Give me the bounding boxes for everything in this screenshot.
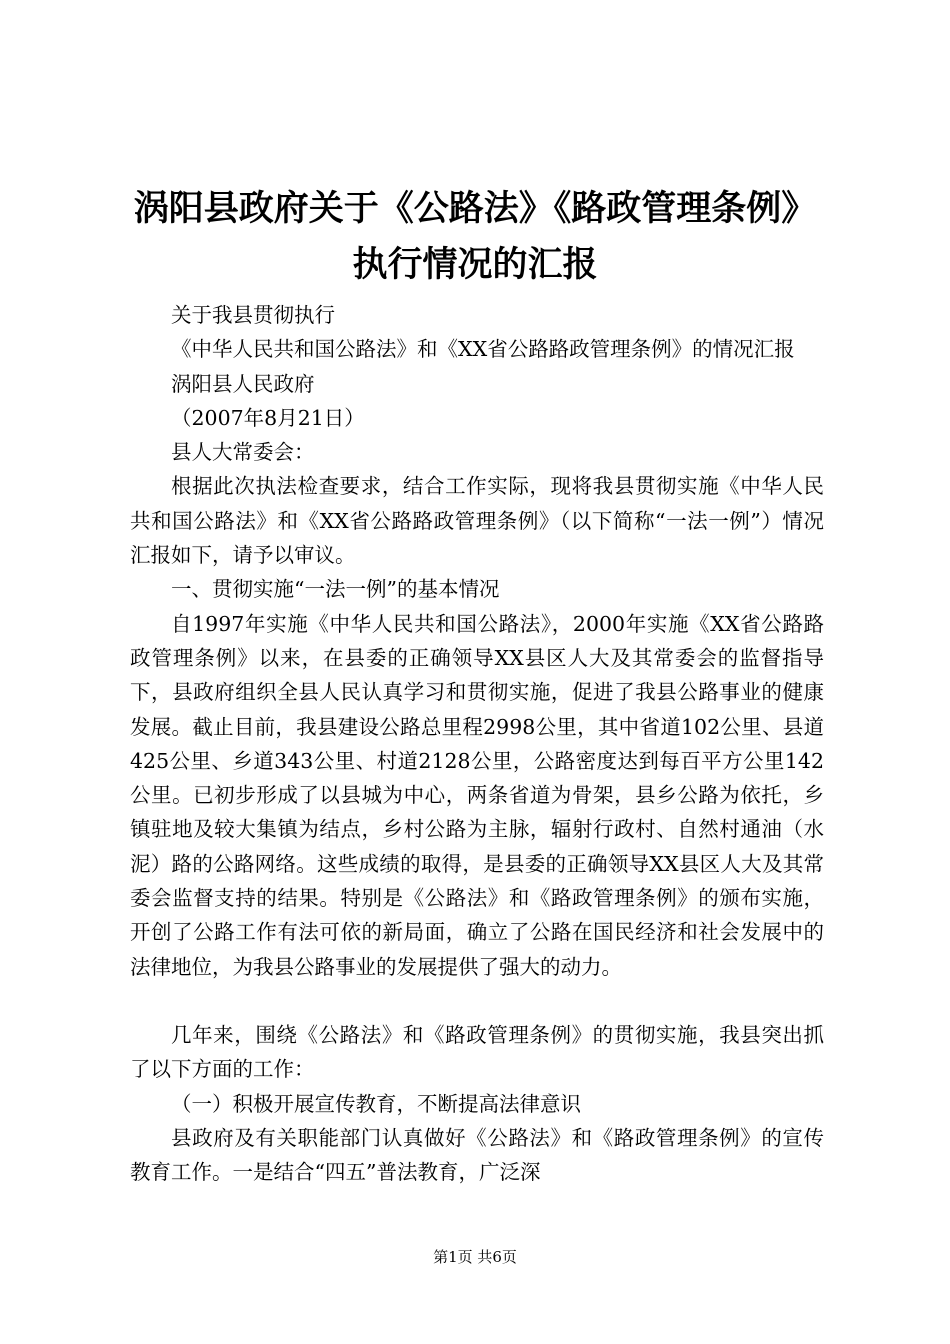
document-title-line-2: 执行情况的汇报 bbox=[352, 245, 598, 285]
section-heading: 一、贯彻实施“一法一例”的基本情况 bbox=[171, 577, 500, 602]
document-body bbox=[130, 298, 824, 1189]
body-paragraph: 几年来，围绕《公路法》和《路政管理条例》的贯彻实施，我县突出抓了以下方面的工作： bbox=[130, 1022, 824, 1082]
body-paragraph: 关于我县贯彻执行 bbox=[171, 303, 335, 327]
body-paragraph: 根据此次执法检查要求，结合工作实际，现将我县贯彻实施《中华人民共和国公路法》和《XX省公路路政管理条例》（以下简称“一法一例”）情况汇报如下，请予以审议。 bbox=[130, 474, 824, 568]
body-paragraph: （2007年8月21日） bbox=[171, 405, 365, 430]
body-paragraph: 县政府及有关职能部门认真做好《公路法》和《路政管理条例》的宣传教育工作。一是结合“四五”普法教育，广泛深 bbox=[130, 1125, 824, 1185]
body-paragraph: 自1997年实施《中华人民共和国公路法》，2000年实施《XX省公路路政管理条例》以来，在县委的正确领导XX县区人大及其常委会的监督指导下，县政府组织全县人民认真学习和贯彻实施，促进了我县公路事业的健康发展。截止目前，我县建设公路总里程2998公里，其中省道102公里、县道425公里、乡道343公里、村道2128公里，公路密度达到每百平方公里142公里。已初步形成了以县城为中心，两条省道为骨架，县乡公路为依托，乡镇驻地及较大集镇为结点，乡村公路为主脉，辐射行政村、自然村通油（水泥）路的公路网络。这些成绩的取得，是县委的正确领导XX县区人大及其常委会监督支持的结果。特别是《公路法》和《路政管理条例》的颁布实施，开创了公路工作有法可依的新局面，确立了公路在国民经济和社会发展中的法律地位，为我县公路事业的发展提供了强大的动力。 bbox=[130, 611, 824, 979]
body-paragraph: 县人大常委会： bbox=[171, 440, 315, 465]
body-paragraph: 《中华人民共和国公路法》和《XX省公路路政管理条例》的情况汇报 bbox=[171, 337, 795, 362]
body-paragraph: 涡阳县人民政府 bbox=[171, 371, 315, 396]
subsection-heading: （一）积极开展宣传教育，不断提高法律意识 bbox=[171, 1091, 581, 1116]
page-number-footer: 第1页 共6页 bbox=[433, 1248, 517, 1266]
document-title-line-1: 涡阳县政府关于《公路法》《路政管理条例》 bbox=[133, 189, 817, 229]
